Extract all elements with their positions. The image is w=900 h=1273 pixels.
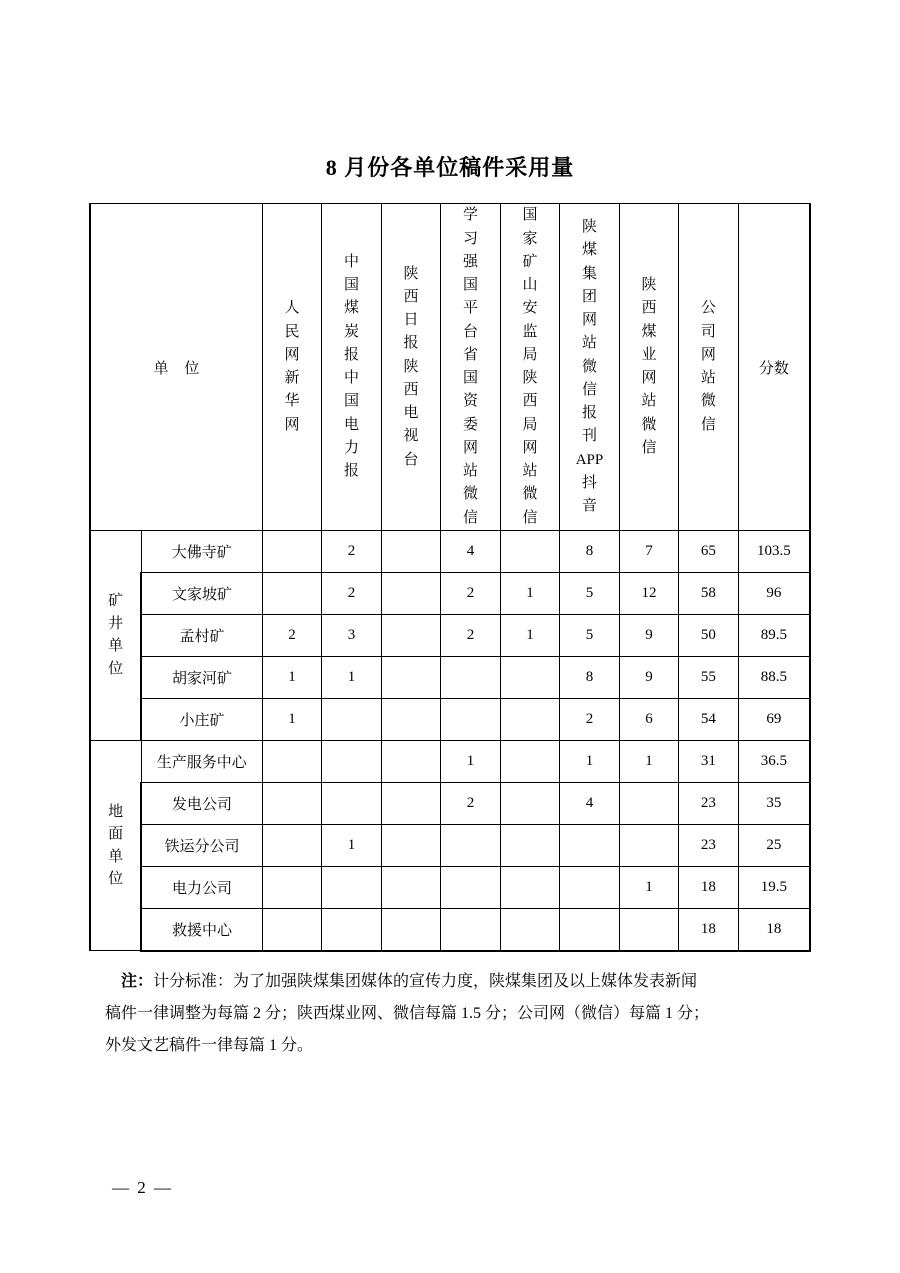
cell bbox=[262, 866, 321, 908]
header-score: 分数 bbox=[738, 204, 810, 531]
cell: 4 bbox=[441, 530, 500, 572]
cell: 2 bbox=[262, 614, 321, 656]
cell: 31 bbox=[679, 740, 738, 782]
cell-score: 89.5 bbox=[738, 614, 810, 656]
cell: 8 bbox=[560, 530, 619, 572]
cell: 2 bbox=[560, 698, 619, 740]
cell: 2 bbox=[441, 572, 500, 614]
cell: 55 bbox=[679, 656, 738, 698]
table-row bbox=[90, 698, 810, 740]
cell bbox=[262, 740, 321, 782]
cell bbox=[500, 866, 559, 908]
cell bbox=[322, 698, 381, 740]
table-row bbox=[90, 572, 810, 614]
table-row bbox=[90, 782, 810, 824]
note-line-3: 外发文艺稿件一律每篇 1 分。 bbox=[105, 1036, 314, 1054]
cell bbox=[322, 866, 381, 908]
cell: 50 bbox=[679, 614, 738, 656]
cell bbox=[381, 782, 440, 824]
cell: 54 bbox=[679, 698, 738, 740]
cell bbox=[500, 824, 559, 866]
statistics-table bbox=[89, 203, 811, 952]
table-header bbox=[90, 204, 810, 531]
note-line-1 bbox=[89, 966, 811, 998]
cell bbox=[381, 530, 440, 572]
table-note bbox=[89, 966, 811, 1062]
header-col-1: 中 国 煤 炭 报 中 国 电 力 报 bbox=[322, 204, 381, 531]
table-row bbox=[90, 614, 810, 656]
table-row bbox=[90, 740, 810, 782]
cell bbox=[262, 572, 321, 614]
cell bbox=[381, 656, 440, 698]
cell: 1 bbox=[619, 740, 678, 782]
cell: 1 bbox=[322, 824, 381, 866]
cell: 65 bbox=[679, 530, 738, 572]
row-label: 胡家河矿 bbox=[141, 656, 262, 698]
header-col-4: 国 家 矿 山 安 监 局 陕 西 局 网 站 微 信 bbox=[500, 204, 559, 531]
header-col-7: 公 司 网 站 微 信 bbox=[679, 204, 738, 531]
cell bbox=[322, 740, 381, 782]
table-row bbox=[90, 656, 810, 698]
header-col-2: 陕 西 日 报 陕 西 电 视 台 bbox=[381, 204, 440, 531]
cell: 23 bbox=[679, 824, 738, 866]
cell: 2 bbox=[322, 572, 381, 614]
cell bbox=[441, 698, 500, 740]
row-label: 孟村矿 bbox=[141, 614, 262, 656]
cell: 9 bbox=[619, 614, 678, 656]
cell bbox=[500, 908, 559, 951]
cell-score: 103.5 bbox=[738, 530, 810, 572]
cell-score: 69 bbox=[738, 698, 810, 740]
row-label: 救援中心 bbox=[141, 908, 262, 951]
cell bbox=[381, 740, 440, 782]
cell: 1 bbox=[500, 572, 559, 614]
table-row bbox=[90, 908, 810, 951]
cell-score: 18 bbox=[738, 908, 810, 951]
cell bbox=[500, 740, 559, 782]
cell bbox=[619, 908, 678, 951]
cell-score: 25 bbox=[738, 824, 810, 866]
cell bbox=[381, 908, 440, 951]
cell: 5 bbox=[560, 614, 619, 656]
cell bbox=[322, 908, 381, 951]
cell: 23 bbox=[679, 782, 738, 824]
cell bbox=[262, 782, 321, 824]
header-col-3: 学 习 强 国 平 台 省 国 资 委 网 站 微 信 bbox=[441, 204, 500, 531]
cell: 58 bbox=[679, 572, 738, 614]
data-table-container bbox=[89, 203, 811, 952]
cell bbox=[262, 824, 321, 866]
cell bbox=[560, 824, 619, 866]
row-label: 文家坡矿 bbox=[141, 572, 262, 614]
cell bbox=[500, 782, 559, 824]
row-label: 生产服务中心 bbox=[141, 740, 262, 782]
cell: 1 bbox=[560, 740, 619, 782]
cell: 18 bbox=[679, 866, 738, 908]
cell bbox=[500, 698, 559, 740]
cell bbox=[441, 824, 500, 866]
page-title: 8 月份各单位稿件采用量 bbox=[325, 155, 575, 180]
cell-score: 88.5 bbox=[738, 656, 810, 698]
header-col-5: 陕 煤 集 团 网 站 微 信 报 刊 APP 抖 音 bbox=[560, 204, 619, 531]
note-label: 注： bbox=[121, 972, 154, 990]
table-header-row bbox=[90, 204, 810, 531]
cell: 2 bbox=[441, 614, 500, 656]
cell: 6 bbox=[619, 698, 678, 740]
cell bbox=[381, 572, 440, 614]
cell bbox=[560, 866, 619, 908]
cell bbox=[619, 824, 678, 866]
group-label-surface: 地 面 单 位 bbox=[90, 740, 141, 951]
cell: 8 bbox=[560, 656, 619, 698]
cell: 5 bbox=[560, 572, 619, 614]
cell: 12 bbox=[619, 572, 678, 614]
cell bbox=[322, 782, 381, 824]
cell-score: 36.5 bbox=[738, 740, 810, 782]
page-number: — 2 — bbox=[112, 1178, 173, 1197]
row-label: 电力公司 bbox=[141, 866, 262, 908]
cell bbox=[262, 908, 321, 951]
cell-score: 35 bbox=[738, 782, 810, 824]
cell-score: 19.5 bbox=[738, 866, 810, 908]
cell: 18 bbox=[679, 908, 738, 951]
cell bbox=[560, 908, 619, 951]
row-label: 发电公司 bbox=[141, 782, 262, 824]
cell: 3 bbox=[322, 614, 381, 656]
table-row bbox=[90, 530, 810, 572]
cell bbox=[441, 908, 500, 951]
cell: 1 bbox=[262, 656, 321, 698]
cell: 1 bbox=[441, 740, 500, 782]
cell bbox=[441, 866, 500, 908]
cell bbox=[619, 782, 678, 824]
header-unit: 单 位 bbox=[90, 204, 262, 531]
row-label: 小庄矿 bbox=[141, 698, 262, 740]
cell bbox=[381, 698, 440, 740]
cell bbox=[500, 530, 559, 572]
cell bbox=[500, 656, 559, 698]
cell bbox=[441, 656, 500, 698]
cell: 2 bbox=[441, 782, 500, 824]
note-line-2: 稿件一律调整为每篇 2 分；陕西煤业网、微信每篇 1.5 分；公司网（微信）每篇 1 分； bbox=[105, 1004, 710, 1022]
cell: 1 bbox=[322, 656, 381, 698]
cell: 2 bbox=[322, 530, 381, 572]
cell-score: 96 bbox=[738, 572, 810, 614]
cell bbox=[381, 866, 440, 908]
cell: 1 bbox=[619, 866, 678, 908]
row-label: 铁运分公司 bbox=[141, 824, 262, 866]
cell: 4 bbox=[560, 782, 619, 824]
header-col-6: 陕 西 煤 业 网 站 微 信 bbox=[619, 204, 678, 531]
group-label-mine: 矿 井 单 位 bbox=[90, 530, 141, 740]
row-label: 大佛寺矿 bbox=[141, 530, 262, 572]
cell: 9 bbox=[619, 656, 678, 698]
cell: 1 bbox=[262, 698, 321, 740]
note-text-1: 计分标准：为了加强陕煤集团媒体的宣传力度，陕煤集团及以上媒体发表新闻 bbox=[153, 972, 698, 990]
cell: 7 bbox=[619, 530, 678, 572]
cell: 1 bbox=[500, 614, 559, 656]
cell bbox=[381, 824, 440, 866]
table-row bbox=[90, 824, 810, 866]
header-col-0: 人 民 网 新 华 网 bbox=[262, 204, 321, 531]
table-body bbox=[90, 530, 810, 951]
table-row bbox=[90, 866, 810, 908]
cell bbox=[262, 530, 321, 572]
cell bbox=[381, 614, 440, 656]
